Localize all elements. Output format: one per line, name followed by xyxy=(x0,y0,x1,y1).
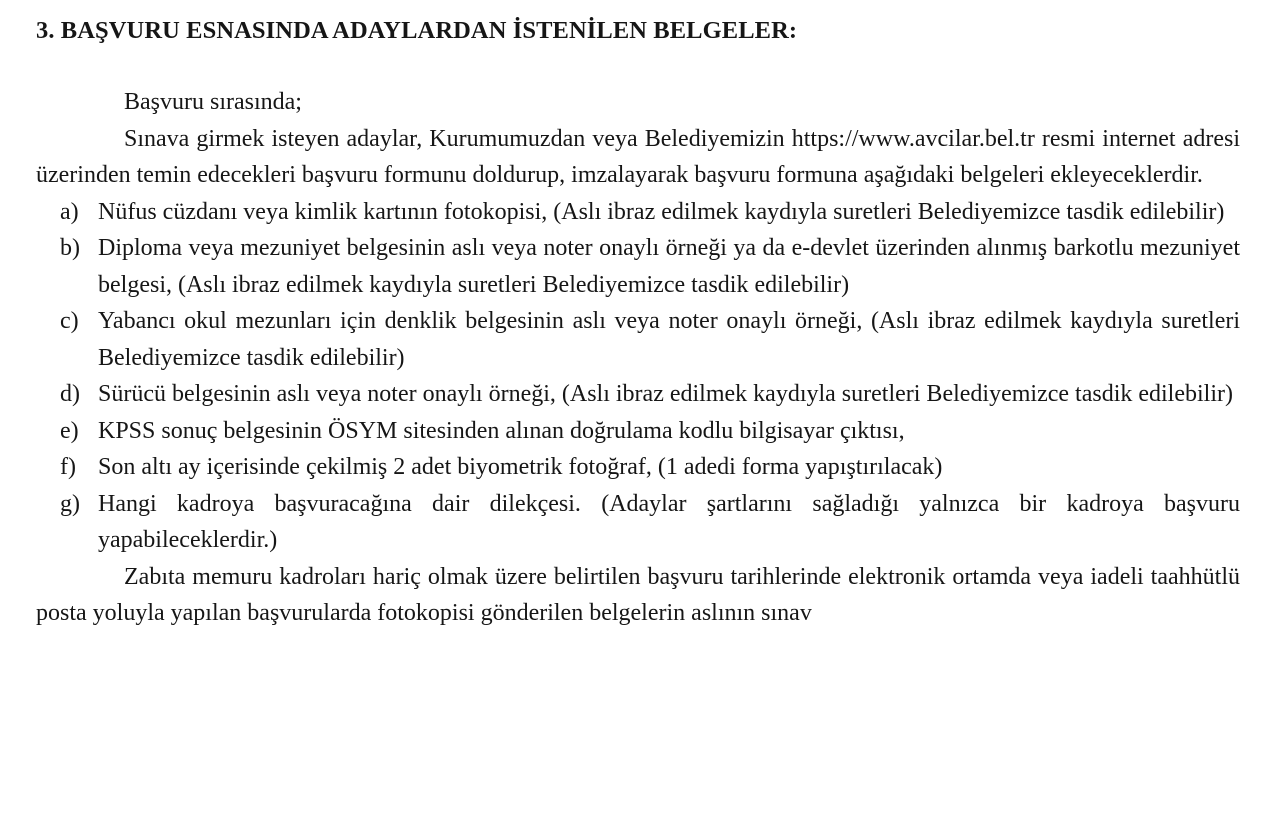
list-item-text: KPSS sonuç belgesinin ÖSYM sitesinden alınan doğrulama kodlu bilgisayar çıktısı, xyxy=(98,417,905,444)
section-heading: 3. BAŞVURU ESNASINDA ADAYLARDAN İSTENİLEN BELGELER: xyxy=(36,17,798,44)
list-item-text: Nüfus cüzdanı veya kimlik kartının fotokopisi, (Aslı ibraz edilmek kaydıyla suretleri Belediyemizce tasdik edilebilir) xyxy=(98,198,1225,225)
list-marker: e) xyxy=(60,417,79,444)
list-item xyxy=(36,303,1240,376)
list-item-text: Hangi kadroya başvuracağına dair dilekçesi. (Adaylar şartlarını sağladığı yalnızca bir kadroya başvuru yapabileceklerdir.) xyxy=(98,490,1240,553)
list-marker: d) xyxy=(60,381,80,407)
intro-lead: Başvuru sırasında; xyxy=(124,89,302,115)
list-marker: g) xyxy=(60,490,80,517)
list-item xyxy=(36,413,1240,450)
required-documents-list xyxy=(36,194,1240,559)
list-item-text: Son altı ay içerisinde çekilmiş 2 adet biyometrik fotoğraf, (1 adedi forma yapıştırılacak) xyxy=(98,454,943,480)
closing-paragraph: Zabıta memuru kadroları hariç olmak üzere belirtilen başvuru tarihlerinde elektronik ortamda veya iadeli taahhütlü posta yoluyla yapılan başvurularda fotokopisi gönderilen belgelerin aslının sınav xyxy=(36,563,1240,626)
list-item xyxy=(36,230,1240,303)
list-marker: b) xyxy=(60,235,80,261)
list-item xyxy=(36,486,1240,559)
list-item-text: Sürücü belgesinin aslı veya noter onaylı örneği, (Aslı ibraz edilmek kaydıyla suretleri Belediyemizce tasdik edilebilir) xyxy=(98,381,1233,407)
list-marker: c) xyxy=(60,308,79,334)
list-item-text: Diploma veya mezuniyet belgesinin aslı veya noter onaylı örneği ya da e-devlet üzerinden alınmış barkotlu mezuniyet belgesi, (Aslı ibraz edilmek kaydıyla suretleri Belediyemizce tasdik edilebilir) xyxy=(98,235,1240,298)
list-item xyxy=(36,449,1240,486)
intro-paragraph: Sınava girmek isteyen adaylar, Kurumumuzdan veya Belediyemizin https://www.avcilar.bel.tr resmi internet adresi üzerinden temin edecekleri başvuru formunu doldurup, imzalayarak başvuru formuna aşağıdaki belgeleri ekleyeceklerdir. xyxy=(36,125,1240,188)
list-marker: a) xyxy=(60,198,79,225)
list-item xyxy=(36,376,1240,413)
list-item xyxy=(36,194,1240,231)
list-marker: f) xyxy=(60,454,76,480)
list-item-text: Yabancı okul mezunları için denklik belgesinin aslı veya noter onaylı örneği, (Aslı ibraz edilmek kaydıyla suretleri Belediyemizce tasdik edilebilir) xyxy=(98,308,1240,371)
